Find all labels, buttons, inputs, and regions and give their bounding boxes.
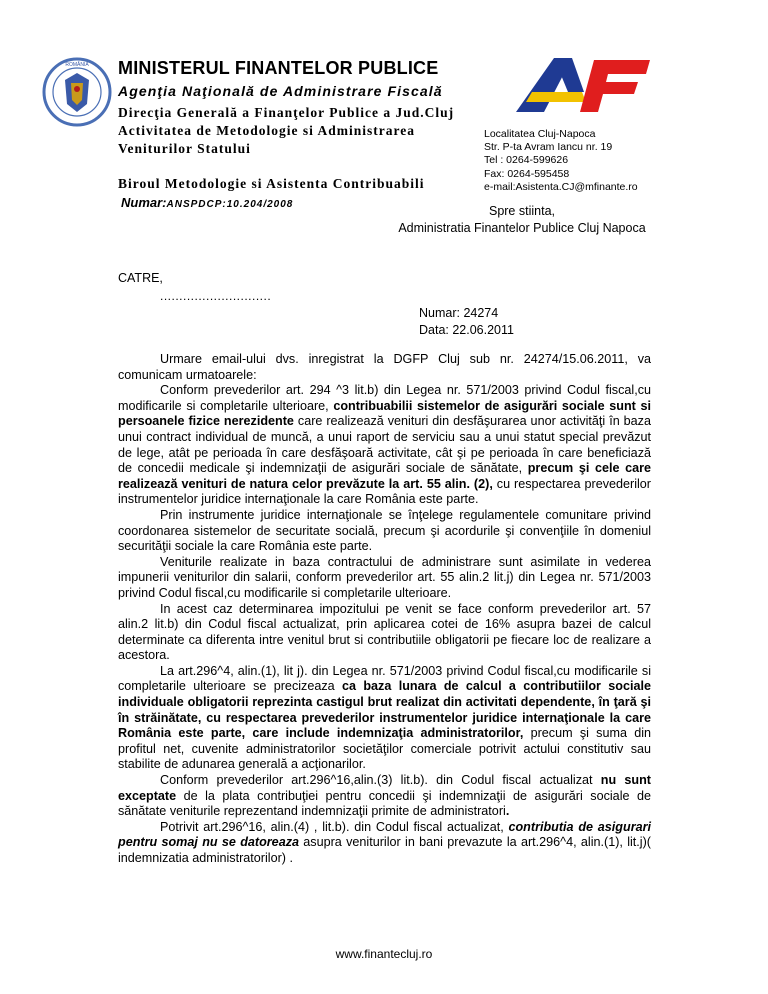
office-name: Biroul Metodologie si Asistenta Contribuabili <box>118 176 425 191</box>
catre-dots: ............................. <box>160 289 272 303</box>
paragraph-1: Urmare email-ului dvs. inregistrat la DGFP Cluj sub nr. 24274/15.06.2011, va comunicam urmatoarele: <box>118 352 651 382</box>
anaf-logo-icon <box>510 52 655 118</box>
paragraph-6: La art.296^4, alin.(1), lit j). din Legea nr. 571/2003 privind Codul fiscal,cu modificarile si completarile ulterioare se precizeaza ca baza lunara de calcul a contributiilor sociale individuale obligatorii reprezinta castigul brut realizat din activitati dependente, în ţară şi în străinătate, cu respectarea prevederilor instrumentelor juridice internaţionale la care România este parte, care include indemnizaţia administratorilor, precum şi suma din profitul net, cuvenite administratorilor societăţilor comerciale potrivit actului constitutiv sau stabilite de adunarea generală a acţionarilor. <box>118 663 652 772</box>
reference-date: Data: 22.06.2011 <box>419 323 514 337</box>
paragraph-7: Conform prevederilor art.296^16,alin.(3) lit.b). din Codul fiscal actualizat nu sunt exceptate de la plata contribuţiei pentru concedii şi indemnizaţii de asigurări sociale de sănătate veniturile reprezentand indemnizaţii primite de administratori. <box>118 773 651 819</box>
reference-block <box>419 305 514 339</box>
registration-number <box>121 195 293 210</box>
contact-locality: Localitatea Cluj-Napoca <box>484 128 596 140</box>
ministry-seal-icon <box>42 56 112 128</box>
paragraph-4: Veniturile realizate in baza contractului de administrare sunt asimilate in vederea impunerii veniturilor din salarii, conform prevederilor art. 55 alin.2 lit.j) din Legea nr. 571/2003 privind Codul fiscal,cu modificarile si completarile ulterioare. <box>118 554 651 600</box>
recipient-note-line1: Spre stiinta, <box>488 204 555 218</box>
ministry-name: MINISTERUL FINANTELOR PUBLICE <box>118 58 439 78</box>
recipient-note-line2: Administratia Finantelor Publice Cluj Napoca <box>398 220 646 235</box>
paragraph-5: In acest caz determinarea impozitului pe venit se face conform prevederilor art. 57 alin.2 lit.b) din Codul fiscal actualizat, prin aplicarea cotei de 16% asupra bazei de calcul determinate ca diferenta intre venitul brut si contributiile obligatorii pe fiecare loc de realizare a acestora. <box>118 601 651 663</box>
contact-fax: Fax: 0264-595458 <box>484 167 570 180</box>
registration-number-value: ANSPDCP:10.204/2008 <box>166 199 294 210</box>
directorate-block <box>118 104 478 158</box>
contact-street: Str. P-ta Avram Iancu nr. 19 <box>484 141 613 154</box>
contact-email[interactable]: e-mail:Asistenta.CJ@mfinante.ro <box>484 180 638 193</box>
reference-number: Numar: 24274 <box>419 306 499 320</box>
paragraph-2: Conform prevederilor art. 294 ^3 lit.b) din Legea nr. 571/2003 privind Codul fiscal,cu modificarile si completarile ulterioare, contribuabilii sistemelor de asigurări sociale sunt si persoanele fizice nerezidente care realizează venituri din desfăşurarea unor activităţi în baza unui contract individual de muncă, a unui raport de serviciu sau a unui statut special prevăzut de lege, atât pe perioada în care desfăşoară activitate, cât şi pe perioada în care beneficiază de concedii medicale şi indemnizaţii de asigurări sociale de sănătate, precum şi cele care realizează venituri de natura celor prevăzute la art. 55 alin. (2), cu respectarea prevederilor instrumentelor juridice internaţionale la care România este parte. <box>118 383 651 507</box>
svg-text:ROMÂNIA: ROMÂNIA <box>65 62 89 68</box>
registration-number-label: Numar: <box>121 195 167 210</box>
paragraph-8: Potrivit art.296^16, alin.(4) , lit.b). din Codul fiscal actualizat, contributia de asigurari pentru somaj nu se datoreaza asupra veniturilor in bani prevazute la art.296^4, alin.(1), lit.j)( indemnizatia administratorilor) . <box>118 819 651 865</box>
recipient-note <box>372 203 672 236</box>
contact-tel: Tel : 0264-599626 <box>484 154 569 167</box>
contact-block <box>484 128 638 194</box>
activity-name: Activitatea de Metodologie si Administrarea Veniturilor Statului <box>118 123 415 156</box>
letter-body <box>118 352 651 867</box>
paragraph-3: Prin instrumente juridice internaţionale se înţelege regulamentele comunitare privind coordonarea sistemelor de securitate socială, precum şi acordurile şi convenţiile în domeniul securităţii sociale la care România este parte. <box>118 507 651 554</box>
directorate-name: Direcţia Generală a Finanţelor Publice a Jud.Cluj <box>118 105 455 120</box>
catre-label: CATRE, <box>118 271 163 285</box>
agency-name: Agenţia Naţională de Administrare Fiscală <box>118 83 443 99</box>
footer-url[interactable]: www.finantecluj.ro <box>335 947 433 961</box>
